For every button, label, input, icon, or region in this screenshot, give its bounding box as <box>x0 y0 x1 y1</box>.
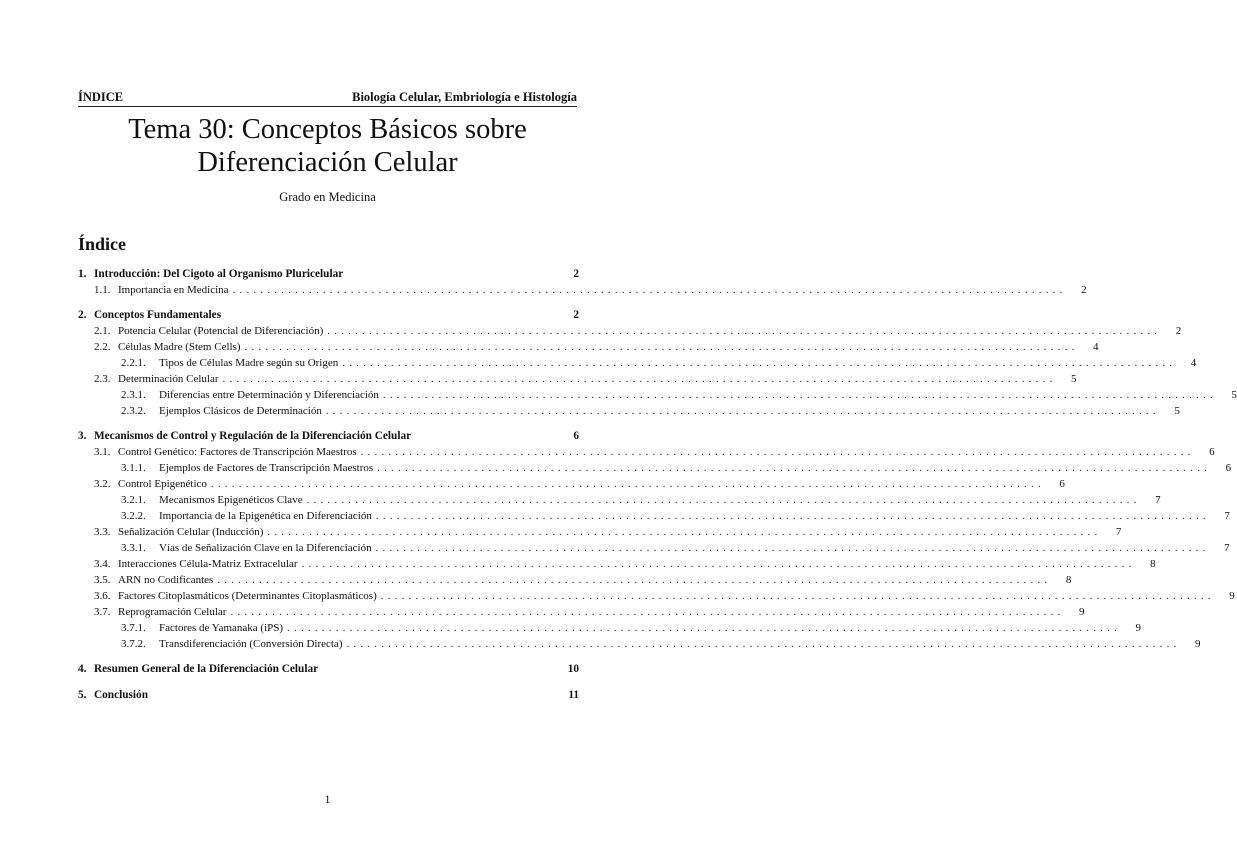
toc-entry-page: 4 <box>1093 341 1099 353</box>
toc-entry[interactable] <box>78 461 1232 475</box>
toc-entry[interactable] <box>78 283 1087 297</box>
header-rule <box>78 106 577 107</box>
toc-entry-page: 9 <box>1078 606 1085 618</box>
toc-heading: Índice <box>78 234 127 254</box>
toc-entry-number: 4. <box>78 663 87 675</box>
document-subtitle: Grado en Medicina <box>279 190 376 204</box>
toc-entry-number: 1. <box>78 268 87 280</box>
toc-entry-page: 2 <box>573 268 579 280</box>
document-title <box>60 113 595 179</box>
toc-entry-page: 2 <box>573 309 579 321</box>
toc-entry[interactable] <box>78 621 1142 635</box>
toc-entry-page: 4 <box>1190 357 1197 369</box>
toc-entry-number: 2.1. <box>94 325 111 337</box>
toc-dot-leader: ........................................................................................................................ <box>244 341 1079 353</box>
toc-dot-leader: ........................................................................................................................ <box>325 405 1160 417</box>
toc-entry[interactable] <box>78 388 1237 402</box>
toc-entry-title: Interacciones Célula-Matriz Extracelular <box>118 558 298 570</box>
toc-entry-title: Importancia en Medicina <box>118 284 229 296</box>
running-header <box>78 89 577 105</box>
toc-dot-leader: ........................................................................................................................ <box>210 478 1045 490</box>
toc-entry-number: 2. <box>78 309 87 321</box>
toc-entry-title: Tipos de Células Madre según su Origen <box>159 357 339 369</box>
toc-entry[interactable] <box>78 429 579 443</box>
toc-entry-title: Ejemplos Clásicos de Determinación <box>159 405 322 417</box>
toc-dot-leader: ........................................................................................................................ <box>377 462 1212 474</box>
toc-entry-title: Determinación Celular <box>118 373 219 385</box>
document-title-line-1: Tema 30: Conceptos Básicos sobre <box>128 114 527 145</box>
toc-entry[interactable] <box>78 637 1201 651</box>
toc-entry-number: 3.2.2. <box>121 510 146 522</box>
toc-entry-number: 3.1. <box>94 446 111 458</box>
toc-entry[interactable] <box>78 525 1122 539</box>
toc-entry-number: 5. <box>78 689 87 701</box>
toc-entry-page: 6 <box>573 430 579 442</box>
toc-entry-page: 9 <box>1229 590 1235 602</box>
toc-entry[interactable] <box>78 573 1072 587</box>
toc-entry-page: 5 <box>1231 389 1237 401</box>
toc-entry-number: 3.7.1. <box>121 622 146 634</box>
toc-entry-title: Conclusión <box>94 689 148 701</box>
toc-dot-leader: ........................................................................................................................ <box>222 373 1057 385</box>
toc-entry-page: 9 <box>1135 622 1142 634</box>
toc-entry-title: Control Epigenético <box>118 478 207 490</box>
toc-entry[interactable] <box>78 267 579 281</box>
toc-entry-number: 2.3. <box>94 373 111 385</box>
toc-entry-title: Ejemplos de Factores de Transcripción Maestros <box>159 462 374 474</box>
toc-entry-page: 11 <box>568 689 579 701</box>
toc-entry-page: 8 <box>1065 574 1072 586</box>
toc-dot-leader: ........................................................................................................................ <box>232 284 1067 296</box>
toc-entry-title: Resumen General de la Diferenciación Celular <box>94 663 319 675</box>
toc-entry[interactable] <box>78 356 1197 370</box>
toc-entry-number: 2.2.1. <box>121 357 146 369</box>
toc-entry-page: 6 <box>1225 462 1232 474</box>
toc-dot-leader: ........................................................................................................................ <box>380 590 1215 602</box>
toc-dot-leader: ........................................................................................................................ <box>217 574 1052 586</box>
toc-entry-title: Vías de Señalización Clave en la Diferenciación <box>159 542 372 554</box>
toc-entry-title: Control Genético: Factores de Transcripción Maestros <box>118 446 357 458</box>
toc-entry-number: 3.2.1. <box>121 494 146 506</box>
page-number: 1 <box>324 792 331 806</box>
toc-dot-leader: ........................................................................................................................ <box>267 526 1102 538</box>
toc-entry-title: Diferencias entre Determinación y Diferenciación <box>159 389 379 401</box>
toc-entry[interactable] <box>78 493 1161 507</box>
toc-entry-title: Mecanismos Epigenéticos Clave <box>159 494 303 506</box>
toc-entry[interactable] <box>78 605 1085 619</box>
toc-dot-leader: ........................................................................................................................ <box>360 446 1195 458</box>
toc-entry[interactable] <box>78 308 579 322</box>
toc-entry[interactable] <box>78 404 1180 418</box>
toc-entry-number: 1.1. <box>94 284 111 296</box>
toc-entry-page: 2 <box>1081 284 1087 296</box>
toc-dot-leader: ........................................................................................................................ <box>382 389 1217 401</box>
toc-dot-leader: ........................................................................................................................ <box>327 325 1162 337</box>
toc-entry-page: 7 <box>1224 542 1230 554</box>
toc-dot-leader: ........................................................................................................................ <box>375 510 1210 522</box>
toc-dot-leader: ........................................................................................................................ <box>306 494 1141 506</box>
toc-entry[interactable] <box>78 589 1235 603</box>
toc-entry-page: 6 <box>1059 478 1065 490</box>
toc-entry-title: Factores Citoplasmáticos (Determinantes Citoplasmáticos) <box>118 590 377 602</box>
toc-entry-number: 3.7. <box>94 606 111 618</box>
toc-entry-page: 5 <box>1174 405 1180 417</box>
toc-entry[interactable] <box>78 372 1077 386</box>
toc-entry-number: 3. <box>78 430 87 442</box>
toc-entry-number: 3.5. <box>94 574 111 586</box>
toc-entry[interactable] <box>78 541 1230 555</box>
toc-entry[interactable] <box>78 662 579 676</box>
toc-entry-number: 3.3. <box>94 526 111 538</box>
toc-entry-number: 3.2. <box>94 478 111 490</box>
toc-entry-page: 8 <box>1150 558 1156 570</box>
toc-dot-leader: ........................................................................................................................ <box>375 542 1210 554</box>
toc-entry-page: 2 <box>1175 325 1182 337</box>
toc-entry-title: Importancia de la Epigenética en Diferenciación <box>159 510 372 522</box>
toc-entry-title: Reprogramación Celular <box>118 606 227 618</box>
toc-entry-page: 7 <box>1224 510 1230 522</box>
toc-entry-title: Células Madre (Stem Cells) <box>118 341 241 353</box>
toc-entry[interactable] <box>78 324 1182 338</box>
toc-entry-page: 10 <box>567 663 579 675</box>
toc-entry-title: Introducción: Del Cigoto al Organismo Pluricelular <box>94 268 344 280</box>
toc-entry[interactable] <box>78 445 1215 459</box>
toc-entry-page: 7 <box>1155 494 1161 506</box>
header-left-label: ÍNDICE <box>78 90 124 104</box>
toc-entry-number: 2.3.2. <box>121 405 146 417</box>
toc-entry[interactable] <box>78 477 1065 491</box>
toc-entry-title: Conceptos Fundamentales <box>94 309 222 321</box>
toc-dot-leader: ........................................................................................................................ <box>342 357 1177 369</box>
toc-entry-title: Mecanismos de Control y Regulación de la Diferenciación Celular <box>94 430 412 442</box>
toc-entry[interactable] <box>78 340 1099 354</box>
toc-entry-page: 7 <box>1115 526 1122 538</box>
toc-entry-number: 3.6. <box>94 590 111 602</box>
toc-entry-title: Potencia Celular (Potencial de Diferenciación) <box>118 325 324 337</box>
toc-entry-title: Señalización Celular (Inducción) <box>118 526 264 538</box>
toc-dot-leader: ........................................................................................................................ <box>287 622 1122 634</box>
toc-entry-number: 3.4. <box>94 558 111 570</box>
toc-entry-title: Factores de Yamanaka (iPS) <box>159 622 284 634</box>
toc-entry-title: ARN no Codificantes <box>118 574 214 586</box>
toc-entry-number: 2.2. <box>94 341 111 353</box>
toc-entry-page: 6 <box>1209 446 1215 458</box>
toc-entry-page: 5 <box>1071 373 1077 385</box>
toc-entry-number: 3.3.1. <box>121 542 146 554</box>
toc-entry-number: 3.7.2. <box>121 638 146 650</box>
toc-entry[interactable] <box>78 509 1230 523</box>
toc-entry-number: 2.3.1. <box>121 389 146 401</box>
toc-dot-leader: ........................................................................................................................ <box>301 558 1136 570</box>
header-right-label: Biología Celular, Embriología e Histología <box>352 90 577 104</box>
toc-entry-number: 3.1.1. <box>121 462 146 474</box>
toc-entry[interactable] <box>78 688 579 702</box>
toc-dot-leader: ........................................................................................................................ <box>230 606 1065 618</box>
document-title-line-2: Diferenciación Celular <box>197 147 458 178</box>
toc-entry-page: 9 <box>1194 638 1201 650</box>
toc-entry-title: Transdiferenciación (Conversión Directa) <box>159 638 343 650</box>
toc-entry[interactable] <box>78 557 1156 571</box>
toc-dot-leader: ........................................................................................................................ <box>346 638 1181 650</box>
